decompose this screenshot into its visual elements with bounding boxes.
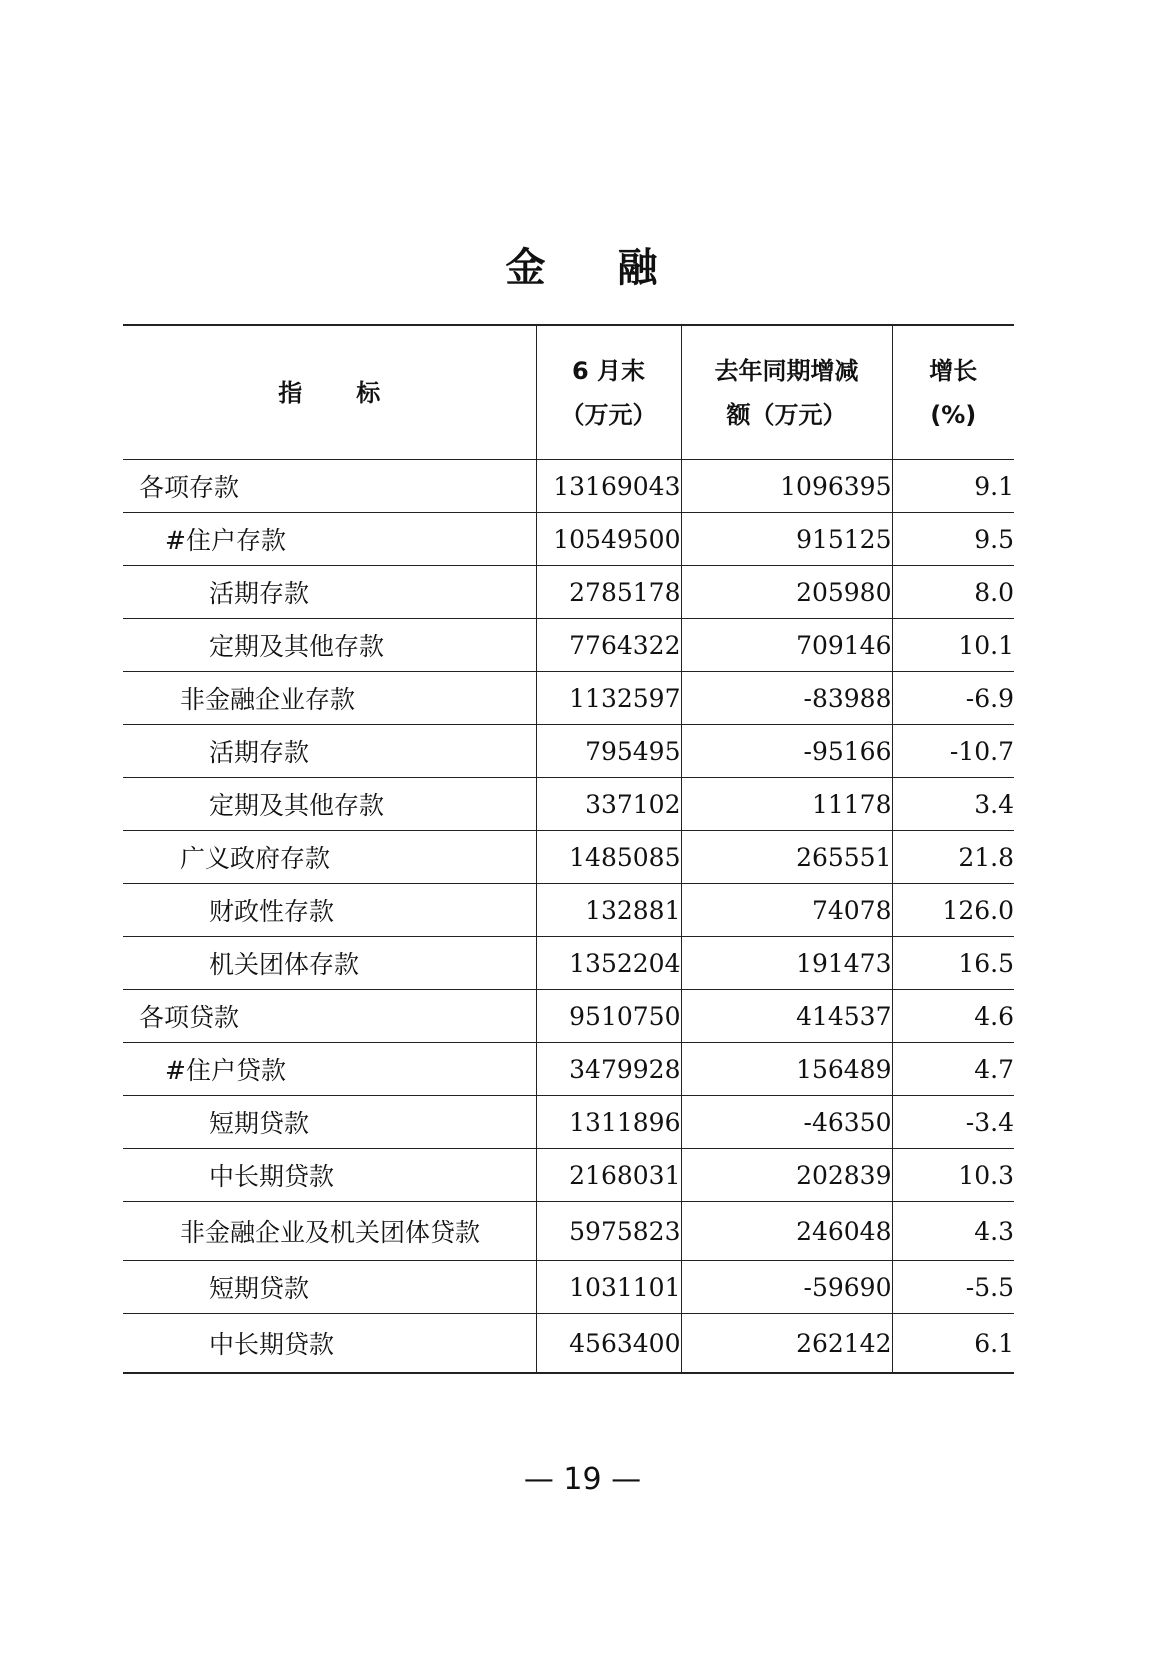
row-value: 2785178 [536, 566, 681, 619]
row-growth: 8.0 [892, 566, 1014, 619]
header-indicator: 指 标 [123, 325, 536, 460]
header-yoy-change: 去年同期增减 额（万元） [681, 325, 892, 460]
table-row [123, 990, 1014, 1043]
row-label: 中长期贷款 [123, 1149, 536, 1202]
row-growth: -3.4 [892, 1096, 1014, 1149]
row-growth: 3.4 [892, 778, 1014, 831]
row-growth: 10.1 [892, 619, 1014, 672]
table-row [123, 1202, 1014, 1261]
row-change: 709146 [681, 619, 892, 672]
row-change: 262142 [681, 1314, 892, 1374]
row-growth: 4.6 [892, 990, 1014, 1043]
row-label: 非金融企业存款 [123, 672, 536, 725]
row-label: 财政性存款 [123, 884, 536, 937]
table-row [123, 566, 1014, 619]
row-value: 132881 [536, 884, 681, 937]
row-label: 活期存款 [123, 725, 536, 778]
row-growth: 9.1 [892, 460, 1014, 513]
row-label: 各项贷款 [123, 990, 536, 1043]
row-label: 短期贷款 [123, 1096, 536, 1149]
row-growth: -6.9 [892, 672, 1014, 725]
row-change: -95166 [681, 725, 892, 778]
row-growth: 16.5 [892, 937, 1014, 990]
row-value: 3479928 [536, 1043, 681, 1096]
row-growth: 10.3 [892, 1149, 1014, 1202]
page-number: — 19 — [523, 1462, 642, 1497]
row-label: 各项存款 [123, 460, 536, 513]
row-label: 中长期贷款 [123, 1314, 536, 1374]
table-row [123, 460, 1014, 513]
row-growth: 4.7 [892, 1043, 1014, 1096]
row-change: 191473 [681, 937, 892, 990]
table-row [123, 1096, 1014, 1149]
row-label: 定期及其他存款 [123, 778, 536, 831]
row-value: 9510750 [536, 990, 681, 1043]
header-row [123, 325, 1014, 460]
row-label: #住户贷款 [123, 1043, 536, 1096]
table-row [123, 1261, 1014, 1314]
row-change: 915125 [681, 513, 892, 566]
table-row [123, 937, 1014, 990]
row-change: 246048 [681, 1202, 892, 1261]
table-row [123, 513, 1014, 566]
row-change: 265551 [681, 831, 892, 884]
table-row [123, 884, 1014, 937]
row-change: 1096395 [681, 460, 892, 513]
row-growth: -10.7 [892, 725, 1014, 778]
row-growth: 9.5 [892, 513, 1014, 566]
row-value: 1352204 [536, 937, 681, 990]
title-char-1: 金 [505, 245, 548, 291]
table-row [123, 831, 1014, 884]
row-value: 5975823 [536, 1202, 681, 1261]
row-value: 2168031 [536, 1149, 681, 1202]
row-value: 1311896 [536, 1096, 681, 1149]
row-growth: -5.5 [892, 1261, 1014, 1314]
row-value: 13169043 [536, 460, 681, 513]
row-value: 795495 [536, 725, 681, 778]
row-growth: 4.3 [892, 1202, 1014, 1261]
row-label: 广义政府存款 [123, 831, 536, 884]
row-value: 7764322 [536, 619, 681, 672]
row-change: 205980 [681, 566, 892, 619]
row-change: -46350 [681, 1096, 892, 1149]
row-change: 156489 [681, 1043, 892, 1096]
table-row [123, 778, 1014, 831]
page-title [0, 236, 1165, 293]
header-growth: 增长 (%) [892, 325, 1014, 460]
row-change: -83988 [681, 672, 892, 725]
row-label: #住户存款 [123, 513, 536, 566]
row-value: 337102 [536, 778, 681, 831]
table-row [123, 1043, 1014, 1096]
row-label: 非金融企业及机关团体贷款 [123, 1202, 536, 1261]
row-value: 1132597 [536, 672, 681, 725]
row-value: 1485085 [536, 831, 681, 884]
finance-table [123, 324, 1014, 1374]
table-row [123, 1314, 1014, 1374]
table-row [123, 672, 1014, 725]
row-label: 活期存款 [123, 566, 536, 619]
row-change: 414537 [681, 990, 892, 1043]
title-char-2: 融 [617, 245, 660, 291]
row-growth: 6.1 [892, 1314, 1014, 1374]
row-change: 74078 [681, 884, 892, 937]
table-row [123, 619, 1014, 672]
table-row [123, 725, 1014, 778]
row-change: 11178 [681, 778, 892, 831]
row-growth: 21.8 [892, 831, 1014, 884]
row-change: -59690 [681, 1261, 892, 1314]
table-row [123, 1149, 1014, 1202]
row-value: 4563400 [536, 1314, 681, 1374]
header-june-end: 6 月末 （万元） [536, 325, 681, 460]
row-label: 机关团体存款 [123, 937, 536, 990]
row-label: 定期及其他存款 [123, 619, 536, 672]
row-value: 1031101 [536, 1261, 681, 1314]
row-value: 10549500 [536, 513, 681, 566]
row-change: 202839 [681, 1149, 892, 1202]
row-label: 短期贷款 [123, 1261, 536, 1314]
row-growth: 126.0 [892, 884, 1014, 937]
